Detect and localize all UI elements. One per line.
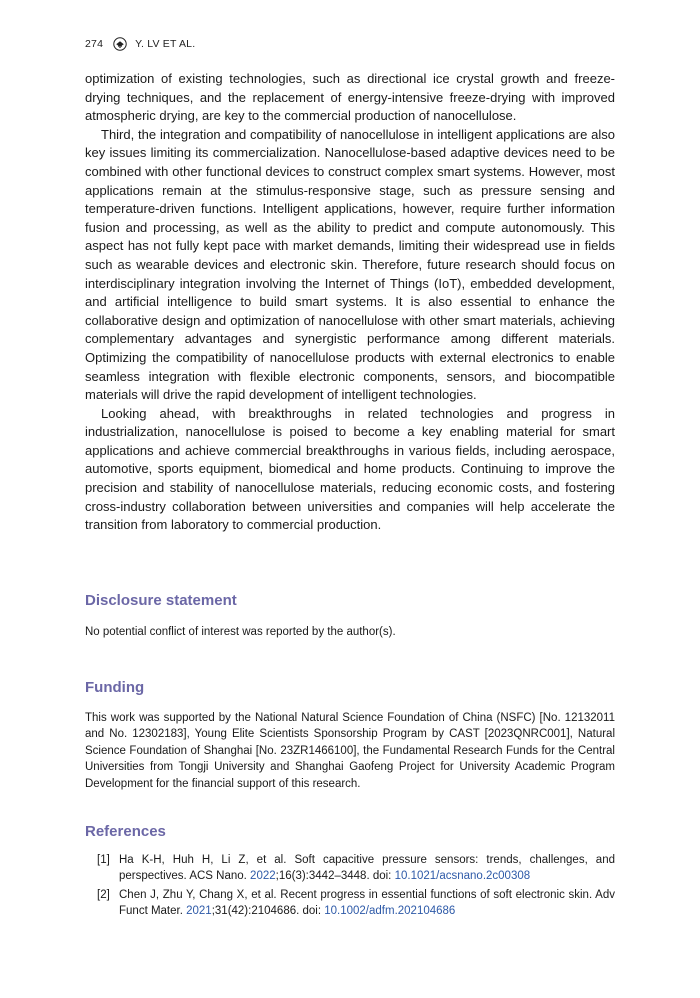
reference-year-link[interactable]: 2021	[186, 905, 212, 918]
reference-citation: Chen J, Zhu Y, Chang X, et al. Recent progress in essential functions of soft electronic skin. Adv Funct Mater.	[119, 888, 615, 918]
reference-list	[97, 852, 615, 922]
reference-text	[119, 852, 615, 885]
reference-year-link[interactable]: 2022	[250, 870, 276, 883]
page-number: 274	[85, 38, 104, 50]
reference-citation: Ha K-H, Huh H, Li Z, et al. Soft capacitive pressure sensors: trends, challenges, and perspectives. ACS Nano.	[119, 854, 615, 883]
running-header	[85, 36, 195, 52]
body-text	[85, 70, 615, 535]
reference-text	[119, 887, 615, 920]
paragraph: optimization of existing technologies, such as directional ice crystal growth and freeze-drying techniques, and the replacement of energy-intensive freeze-drying with improved atmospheric drying, are key to the commercial production of nanocellulose.	[85, 71, 615, 124]
reference-doi-link[interactable]: 10.1002/adfm.202104686	[324, 905, 456, 918]
references-heading: References	[85, 823, 166, 840]
reference-item	[97, 852, 615, 885]
funding-text: This work was supported by the National Natural Science Foundation of China (NSFC) [No. 12132011 and No. 12302183], Young Elite Scientists Sponsorship Program by CAST [2023QNRC001], Natural Science Foundation of Shanghai [No. 23ZR1466100], the Fundamental Research Funds for the Central Universities from Tongji University and Shanghai Gaofeng Project for University Academic Program Development for the financial support of this research.	[85, 712, 615, 790]
running-authors: Y. LV ET AL.	[135, 38, 196, 50]
reference-number: [1]	[97, 854, 110, 866]
journal-logo-icon	[113, 37, 127, 51]
reference-item	[97, 887, 615, 920]
paragraph: Looking ahead, with breakthroughs in related technologies and progress in industrialization, nanocellulose is poised to become a key enabling material for smart applications and achieve commercial breakthroughs in various fields, including aerospace, automotive, sports equipment, biomedical and home products. Continuing to improve the precision and stability of nanocellulose materials, reducing economic costs, and fostering cross-industry collaboration between universities and companies will help accelerate the transition from laboratory to commercial production.	[85, 405, 615, 533]
funding-heading: Funding	[85, 679, 145, 696]
disclosure-text: No potential conflict of interest was reported by the author(s).	[85, 626, 396, 638]
paragraph: Third, the integration and compatibility of nanocellulose in intelligent applications are also key issues limiting its commercialization. Nanocellulose-based adaptive devices need to be combined with other functional devices to construct complex smart systems. However, most applications remain at the stimulus-responsive stage, such as pressure sensing and temperature-driven functions. Intelligent applications, however, require further information fusion and processing, as well as the ability to predict and compute autonomously. This aspect has not fully kept pace with market demands, limiting their widespread use in fields such as wearable devices and electronic skin. Therefore, future research should focus on interdisciplinary integration involving the Internet of Things (IoT), embedded development, and artificial intelligence to build smart systems. It is also essential to enhance the collaborative design and optimization of nanocellulose with other smart materials, achieving complementary advantages and synergistic performance among different materials. Optimizing the compatibility of nanocellulose products with external electronics to enable seamless integration with flexible electronic components, sensors, and biocompatible materials will drive the rapid development of intelligent technologies.	[85, 126, 615, 403]
reference-detail: ;31(42):2104686. doi:	[211, 905, 325, 918]
reference-number: [2]	[97, 888, 110, 901]
disclosure-heading: Disclosure statement	[85, 592, 237, 609]
reference-doi-link[interactable]: 10.1021/acsnano.2c00308	[394, 870, 531, 883]
reference-detail: ;16(3):3442–3448. doi:	[275, 870, 395, 883]
